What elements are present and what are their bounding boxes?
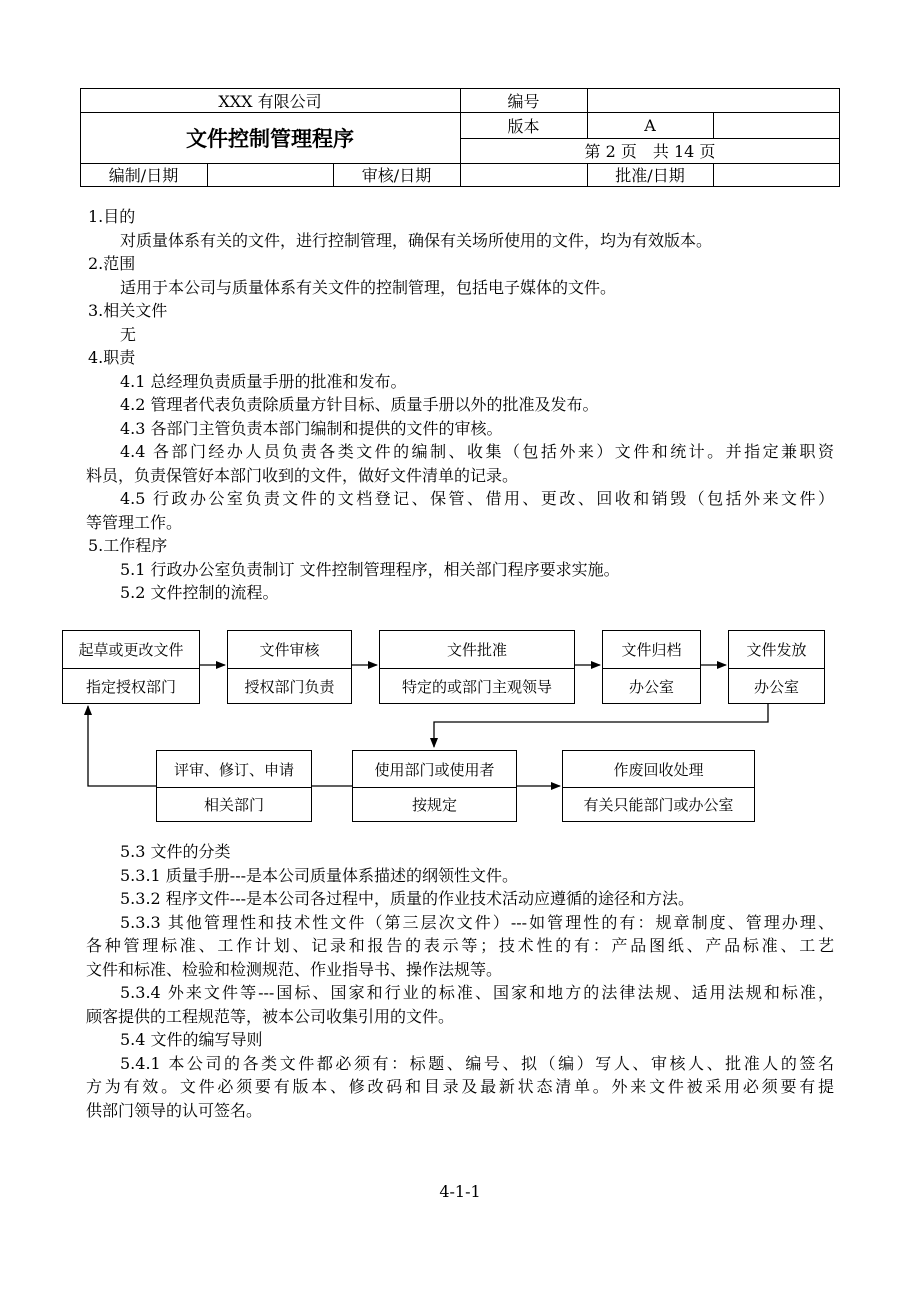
flow-box-label: 文件发放	[746, 641, 807, 659]
page-footer-code: 4-1-1	[439, 1182, 481, 1201]
reviewed-label: 审核/日期	[361, 166, 432, 185]
flow-box-obsolete	[562, 750, 755, 822]
document-flowchart	[0, 620, 920, 830]
paragraph: 4.5 行政办公室负责文件的文档登记、保管、借用、更改、回收和销毁（包括外来文件）	[120, 489, 834, 508]
paragraph: 5.3.3 其他管理性和技术性文件（第三层次文件）---如管理性的有：规章制度、管理办理、	[120, 912, 834, 932]
table-border	[713, 163, 714, 187]
flow-box-label: 办公室	[628, 677, 674, 696]
flow-box-review	[227, 630, 352, 704]
flow-box-label: 使用部门或使用者	[374, 760, 495, 779]
paragraph: 4.2 管理者代表负责除质量方针目标、质量手册以外的批准及发布。	[120, 395, 599, 414]
flow-box-revise	[156, 750, 312, 822]
paragraph: 5.1 行政办公室负责制订 文件控制管理程序，相关部门程序要求实施。	[120, 559, 620, 579]
arrow-revise-to-draft	[88, 706, 156, 786]
flow-box-label: 相关部门	[203, 796, 264, 814]
number-value	[587, 88, 840, 112]
flow-box-label: 特定的或部门主观领导	[401, 677, 552, 696]
paragraph: 5.3.2 程序文件---是本公司各过程中，质量的作业技术活动应遵循的途径和方法。	[120, 889, 695, 908]
flow-box-draft	[62, 630, 200, 704]
paragraph: 4.1 总经理负责质量手册的批准和发布。	[120, 371, 407, 391]
paragraph: 5.4.1 本公司的各类文件都必须有：标题、编号、拟（编）写人、审核人、批准人的签名	[120, 1053, 834, 1073]
flow-box-label: 有关只能部门或办公室	[583, 796, 734, 814]
paragraph: 4.3 各部门主管负责本部门编制和提供的文件的审核。	[120, 418, 503, 438]
flow-box-approve	[379, 630, 575, 704]
document-title: 文件控制管理程序	[186, 125, 354, 151]
paragraph: 5.4 文件的编写导则	[120, 1030, 263, 1049]
document-body-continued	[86, 840, 834, 1122]
flow-box-label: 授权部门负责	[244, 677, 335, 696]
version-label: 版本	[507, 116, 540, 136]
prepared-label: 编制/日期	[108, 166, 179, 185]
paragraph: 等管理工作。	[86, 512, 183, 532]
flow-box-label: 作废回收处理	[613, 760, 704, 779]
table-border	[713, 112, 714, 138]
document-body	[86, 205, 834, 605]
flow-box-label: 指定授权部门	[85, 677, 176, 696]
paragraph: 适用于本公司与质量体系有关文件的控制管理，包括电子媒体的文件。	[120, 277, 617, 297]
flow-box-label: 办公室	[753, 677, 799, 696]
arrow-issue-to-use	[434, 704, 768, 747]
table-border	[207, 163, 208, 187]
paragraph: 方为有效。文件必须要有版本、修改码和目录及最新状态清单。外来文件被采用必须要有提	[86, 1077, 834, 1096]
flow-box-label: 文件审核	[259, 641, 320, 659]
paragraph: 料员，负责保管好本部门收到的文件，做好文件清单的记录。	[86, 465, 519, 485]
version-value: A	[644, 115, 656, 135]
flow-box-label: 起草或更改文件	[78, 641, 184, 659]
paragraph: 各种管理标准、工作计划、记录和报告的表示等；技术性的有：产品图纸、产品标准、工艺	[86, 936, 834, 955]
flow-box-label: 文件批准	[446, 641, 507, 659]
paragraph: 5.3 文件的分类	[120, 842, 231, 861]
paragraph: 无	[120, 324, 137, 344]
flow-box-use	[352, 750, 517, 822]
number-label: 编号	[507, 91, 540, 111]
section-heading: 4.职责	[88, 348, 136, 367]
flow-box-label: 评审、修订、申请	[173, 760, 294, 779]
paragraph: 4.4 各部门经办人员负责各类文件的编制、收集（包括外来）文件和统计。并指定兼职资	[120, 442, 834, 461]
section-heading: 1.目的	[88, 207, 136, 226]
section-heading: 2.范围	[88, 254, 136, 273]
company-name: XXX 有限公司	[218, 91, 322, 111]
flow-box-archive	[602, 630, 701, 704]
page-info: 第 2 页 共 14 页	[584, 142, 716, 161]
flow-box-label: 按规定	[411, 796, 457, 814]
paragraph: 对质量体系有关的文件，进行控制管理，确保有关场所使用的文件，均为有效版本。	[120, 230, 713, 250]
paragraph: 顾客提供的工程规范等，被本公司收集引用的文件。	[86, 1006, 455, 1026]
paragraph: 5.3.1 质量手册---是本公司质量体系描述的纲领性文件。	[120, 865, 519, 885]
paragraph: 文件和标准、检验和检测规范、作业指导书、操作法规等。	[86, 959, 503, 979]
paragraph: 供部门领导的认可签名。	[86, 1100, 263, 1120]
flow-box-label: 文件归档	[621, 641, 682, 659]
flow-box-issue	[728, 630, 825, 704]
paragraph: 5.2 文件控制的流程。	[120, 583, 279, 602]
section-heading: 5.工作程序	[88, 536, 168, 555]
approved-label: 批准/日期	[615, 166, 685, 185]
header-table	[80, 88, 840, 187]
paragraph: 5.3.4 外来文件等---国标、国家和行业的标准、国家和地方的法律法规、适用法规和标准，	[120, 983, 834, 1002]
section-heading: 3.相关文件	[88, 301, 168, 320]
